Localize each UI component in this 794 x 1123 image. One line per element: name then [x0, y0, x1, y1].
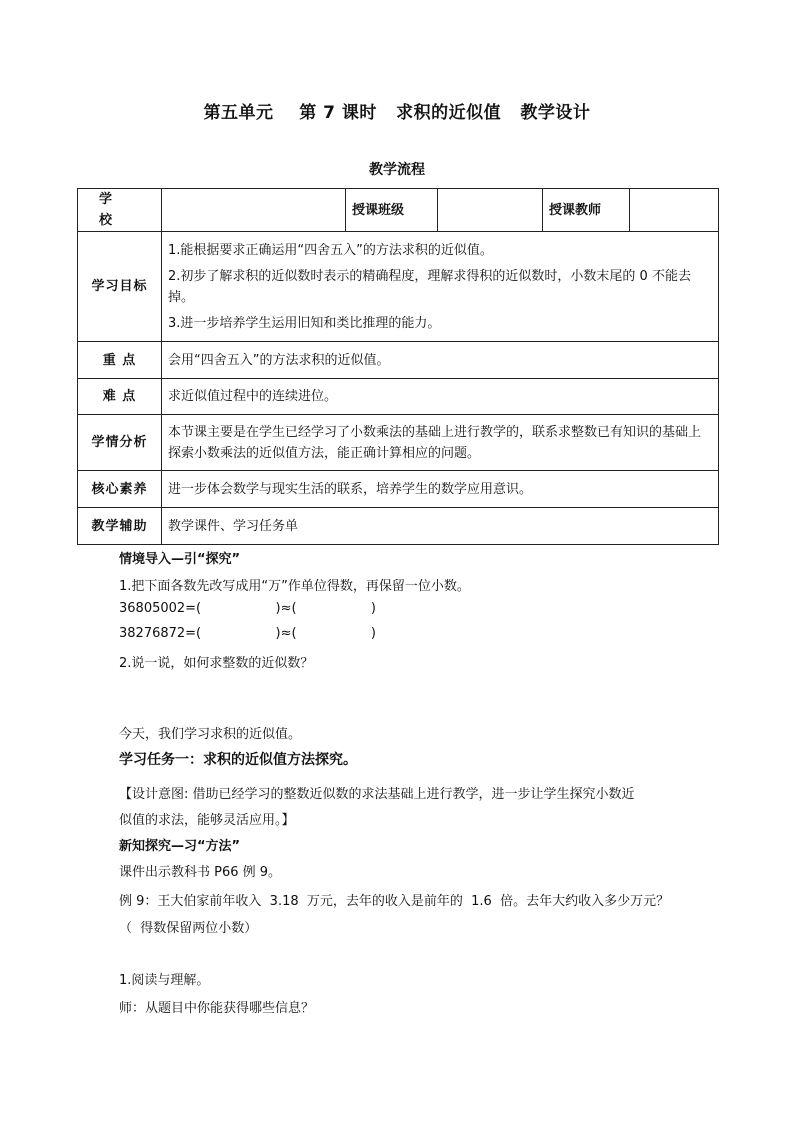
- class-label: 授课班级: [346, 189, 438, 232]
- table-row-objectives: [78, 232, 719, 342]
- objective-2: 2.初步了解求积的近似数时表示的精确程度，理解求得积的近似数时，小数末尾的 0 不能去掉。: [168, 268, 691, 305]
- exercise-1: 36805002=( )≈( ): [119, 601, 377, 616]
- teacher-question: 师：从题目中你能获得哪些信息？: [119, 1001, 315, 1016]
- row-label: 教学辅助: [78, 508, 162, 545]
- row-label: 学情分析: [78, 415, 162, 471]
- today-line: 今天，我们学习求积的近似值。: [119, 727, 302, 742]
- row-content: [162, 232, 719, 342]
- exercise-2: 38276872=( )≈( ): [119, 626, 377, 641]
- row-label: 核心素养: [78, 471, 162, 508]
- row-label: 学习目标: [78, 232, 162, 342]
- table-row-analysis: [78, 415, 719, 471]
- design-intent-line-1: 【设计意图: 借助已经学习的整数近似数的求法基础上进行教学，进一步让学生探究小数近: [119, 787, 635, 802]
- section-title: 教学流程: [369, 162, 425, 178]
- row-content: 进一步体会数学与现实生活的联系，培养学生的数学应用意识。: [162, 471, 719, 508]
- row-content: 会用“四舍五入”的方法求积的近似值。: [162, 342, 719, 379]
- objective-1: 1.能根据要求正确运用“四舍五入”的方法求积的近似值。: [168, 242, 493, 258]
- class-value: [438, 189, 543, 232]
- row-content: 求近似值过程中的连续进位。: [162, 379, 719, 415]
- example-9-line-2: （ 得数保留两位小数）: [119, 921, 258, 936]
- example-9-line-1: 例 9：王大伯家前年收入 3.18 万元，去年的收入是前年的 1.6 倍。去年大约收入多少万元？: [119, 894, 670, 909]
- intro-heading: 情境导入—引“探究”: [119, 552, 241, 567]
- document-title: 第五单元 第 7 课时 求积的近似值 教学设计: [203, 103, 591, 123]
- row-content: 本节课主要是在学生已经学习了小数乘法的基础上进行教学的，联系求整数已有知识的基础上探索小数乘法的近似值方法，能正确计算相应的问题。: [162, 415, 719, 471]
- school-label: 学 校: [78, 189, 162, 232]
- school-value: [162, 189, 346, 232]
- task-1-heading: 学习任务一：求积的近似值方法探究。: [119, 752, 357, 768]
- table-row-key-points: [78, 342, 719, 379]
- explore-heading: 新知探究—习“方法”: [119, 839, 241, 854]
- row-label: 难 点: [78, 379, 162, 415]
- teacher-label: 授课教师: [543, 189, 630, 232]
- question-1: 1.把下面各数先改写成用“万”作单位得数，再保留一位小数。: [119, 579, 470, 594]
- question-2: 2.说一说，如何求整数的近似数？: [119, 656, 314, 671]
- table-header-row: [78, 189, 719, 232]
- table-row-difficulties: [78, 379, 719, 415]
- row-content: 教学课件、学习任务单: [162, 508, 719, 545]
- lesson-plan-table: [77, 188, 719, 545]
- objective-3: 3.进一步培养学生运用旧知和类比推理的能力。: [168, 315, 441, 331]
- table-row-aids: [78, 508, 719, 545]
- read-understand: 1.阅读与理解。: [119, 973, 210, 988]
- table-row-core-literacy: [78, 471, 719, 508]
- teacher-value: [630, 189, 719, 232]
- design-intent-line-2: 似值的求法，能够灵活应用。】: [119, 813, 295, 828]
- courseware-line: 课件出示教科书 P66 例 9。: [119, 865, 282, 880]
- row-label: 重 点: [78, 342, 162, 379]
